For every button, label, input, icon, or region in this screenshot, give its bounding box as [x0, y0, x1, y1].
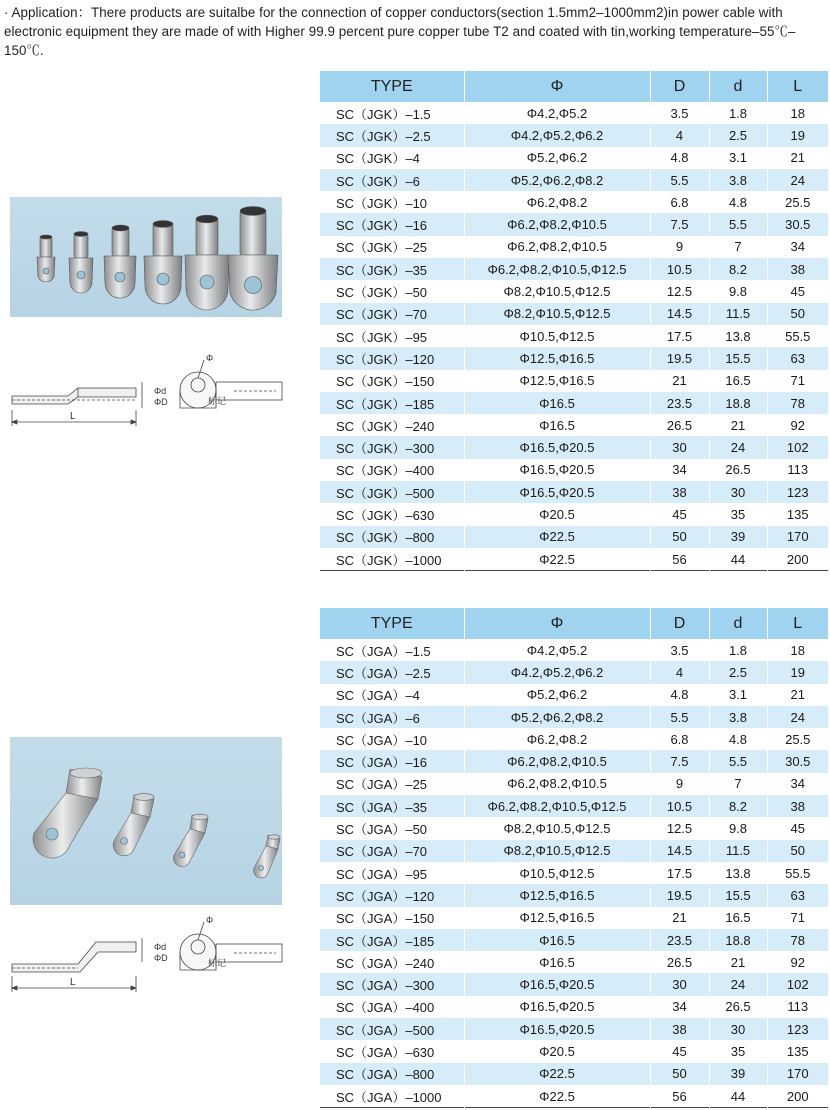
table-row [320, 280, 828, 302]
cell-type: SC（JGK）–185 [320, 392, 464, 414]
cell-length: 24 [767, 706, 828, 728]
cell-type: SC（JGK）–50 [320, 280, 464, 302]
cell-d-big: 9 [650, 236, 709, 258]
cell-d-small: 3.8 [709, 706, 767, 728]
cell-phi: Φ4.2,Φ5.2 [464, 639, 650, 661]
cell-phi: Φ16.5,Φ20.5 [464, 1018, 650, 1040]
table-row [320, 191, 828, 213]
cell-type: SC（JGK）–25 [320, 236, 464, 258]
jga-lug-small [173, 814, 208, 866]
cell-d-big: 7.5 [650, 750, 709, 772]
table-row [320, 817, 828, 839]
jgk-dimension-drawing [8, 352, 298, 434]
cell-length: 50 [767, 840, 828, 862]
table-row [320, 347, 828, 369]
cell-type: SC（JGA）–240 [320, 951, 464, 973]
lug-size-3 [104, 225, 136, 298]
application-note: · Application：There products are suitalbe for the connection of copper conductors(section 1.5mm2–1000mm2)in power cable with electronic equipment they are made of with Higher 99.9 percent pure copper tube T2 and coated with tin,working temperature–55℃–150℃. [4, 5, 796, 58]
cell-type: SC（JGA）–4 [320, 684, 464, 706]
cell-type: SC（JGK）–300 [320, 436, 464, 458]
cell-length: 34 [767, 773, 828, 795]
table-row [320, 303, 828, 325]
label-phi-d-small: Φd [154, 942, 167, 952]
cell-length: 34 [767, 236, 828, 258]
cell-d-big: 3.5 [650, 102, 709, 124]
cell-phi: Φ16.5,Φ20.5 [464, 436, 650, 458]
table-row [320, 929, 828, 951]
cell-phi: Φ6.2,Φ8.2,Φ10.5 [464, 213, 650, 235]
table-row [320, 773, 828, 795]
table-row [320, 973, 828, 995]
table-row [320, 169, 828, 191]
cell-length: 63 [767, 347, 828, 369]
cell-type: SC（JGK）–400 [320, 459, 464, 481]
cell-type: SC（JGK）–16 [320, 213, 464, 235]
label-phi: Φ [206, 915, 214, 925]
table-header-row [320, 608, 828, 639]
jga-lug-medium [113, 794, 154, 856]
table-row [320, 996, 828, 1018]
cell-phi: Φ12.5,Φ16.5 [464, 907, 650, 929]
cell-type: SC（JGA）–800 [320, 1063, 464, 1085]
cell-length: 18 [767, 102, 828, 124]
cell-length: 135 [767, 503, 828, 525]
cell-d-big: 3.5 [650, 639, 709, 661]
cell-type: SC（JGA）–1.5 [320, 639, 464, 661]
table-row [320, 459, 828, 481]
lug-size-2 [69, 232, 93, 293]
cell-d-small: 3.1 [709, 147, 767, 169]
cell-phi: Φ6.2,Φ8.2,Φ10.5,Φ12.5 [464, 258, 650, 280]
cell-length: 102 [767, 436, 828, 458]
table-row [320, 884, 828, 906]
cell-d-big: 56 [650, 548, 709, 571]
cell-d-small: 24 [709, 436, 767, 458]
cell-phi: Φ16.5,Φ20.5 [464, 481, 650, 503]
cell-d-small: 7 [709, 773, 767, 795]
cell-type: SC（JGA）–16 [320, 750, 464, 772]
table-row [320, 548, 828, 571]
cell-type: SC（JGA）–300 [320, 973, 464, 995]
lug-size-6 [228, 207, 278, 311]
cell-type: SC（JGA）–1000 [320, 1085, 464, 1108]
cell-length: 25.5 [767, 728, 828, 750]
label-phi-d-small: Φd [154, 386, 167, 396]
header-phi: Φ [464, 608, 650, 639]
cell-length: 21 [767, 684, 828, 706]
cell-type: SC（JGK）–150 [320, 370, 464, 392]
table-row [320, 684, 828, 706]
header-d-small: d [709, 71, 767, 102]
table-row [320, 414, 828, 436]
cell-d-small: 4.8 [709, 191, 767, 213]
cell-d-small: 26.5 [709, 996, 767, 1018]
cell-d-small: 16.5 [709, 907, 767, 929]
cell-phi: Φ8.2,Φ10.5,Φ12.5 [464, 280, 650, 302]
label-length: L [70, 977, 76, 988]
jga-drawing-svg [8, 912, 298, 994]
table-row [320, 862, 828, 884]
header-length: L [767, 608, 828, 639]
cell-d-small: 18.8 [709, 929, 767, 951]
cell-d-small: 16.5 [709, 370, 767, 392]
cell-d-small: 3.8 [709, 169, 767, 191]
cell-d-big: 6.8 [650, 728, 709, 750]
cell-phi: Φ10.5,Φ12.5 [464, 862, 650, 884]
table-row [320, 124, 828, 146]
cell-d-big: 14.5 [650, 840, 709, 862]
header-d-small: d [709, 608, 767, 639]
cell-phi: Φ6.2,Φ8.2,Φ10.5 [464, 236, 650, 258]
cell-phi: Φ20.5 [464, 503, 650, 525]
jga-spec-table [320, 608, 828, 1108]
cell-phi: Φ5.2,Φ6.2 [464, 684, 650, 706]
cell-phi: Φ4.2,Φ5.2 [464, 102, 650, 124]
cell-type: SC（JGA）–10 [320, 728, 464, 750]
cell-d-big: 38 [650, 1018, 709, 1040]
cell-d-big: 23.5 [650, 392, 709, 414]
cell-phi: Φ22.5 [464, 526, 650, 548]
cell-length: 38 [767, 258, 828, 280]
cell-phi: Φ16.5,Φ20.5 [464, 973, 650, 995]
cell-d-big: 45 [650, 1040, 709, 1062]
cell-length: 123 [767, 481, 828, 503]
cell-d-small: 4.8 [709, 728, 767, 750]
cell-length: 113 [767, 459, 828, 481]
cell-length: 55.5 [767, 325, 828, 347]
cell-length: 63 [767, 884, 828, 906]
cell-phi: Φ22.5 [464, 1063, 650, 1085]
cell-d-small: 15.5 [709, 347, 767, 369]
table-row [320, 1063, 828, 1085]
cell-phi: Φ5.2,Φ6.2 [464, 147, 650, 169]
jga-lug-photo [10, 737, 282, 905]
cell-type: SC（JGA）–185 [320, 929, 464, 951]
cell-phi: Φ6.2,Φ8.2,Φ10.5,Φ12.5 [464, 795, 650, 817]
table-row [320, 481, 828, 503]
cell-d-small: 35 [709, 1040, 767, 1062]
header-length: L [767, 71, 828, 102]
table-row [320, 750, 828, 772]
cell-d-small: 24 [709, 973, 767, 995]
cell-phi: Φ12.5,Φ16.5 [464, 884, 650, 906]
table-row [320, 102, 828, 124]
cell-d-big: 4 [650, 661, 709, 683]
cell-d-small: 21 [709, 951, 767, 973]
cell-d-small: 2.5 [709, 124, 767, 146]
jgk-lug-illustration [10, 197, 282, 317]
cell-phi: Φ6.2,Φ8.2 [464, 728, 650, 750]
cell-d-small: 2.5 [709, 661, 767, 683]
header-d-big: D [650, 608, 709, 639]
table-row [320, 706, 828, 728]
cell-d-big: 50 [650, 526, 709, 548]
cell-type: SC（JGA）–630 [320, 1040, 464, 1062]
cell-phi: Φ4.2,Φ5.2,Φ6.2 [464, 661, 650, 683]
cell-d-big: 56 [650, 1085, 709, 1108]
cell-d-small: 39 [709, 1063, 767, 1085]
cell-d-small: 11.5 [709, 303, 767, 325]
cell-type: SC（JGK）–500 [320, 481, 464, 503]
cell-length: 25.5 [767, 191, 828, 213]
cell-d-big: 38 [650, 481, 709, 503]
cell-d-big: 21 [650, 370, 709, 392]
cell-d-small: 39 [709, 526, 767, 548]
header-phi: Φ [464, 71, 650, 102]
cell-length: 78 [767, 392, 828, 414]
table-row [320, 795, 828, 817]
header-type: TYPE [320, 608, 464, 639]
label-phi-d-big: ΦD [154, 397, 168, 407]
label-phi: Φ [206, 353, 214, 363]
cell-d-small: 15.5 [709, 884, 767, 906]
cell-phi: Φ8.2,Φ10.5,Φ12.5 [464, 303, 650, 325]
cell-d-big: 50 [650, 1063, 709, 1085]
cell-d-small: 21 [709, 414, 767, 436]
cell-phi: Φ6.2,Φ8.2,Φ10.5 [464, 773, 650, 795]
cell-phi: Φ16.5,Φ20.5 [464, 459, 650, 481]
label-phi-d-big: ΦD [154, 953, 168, 963]
cell-d-big: 4.8 [650, 684, 709, 706]
cell-d-small: 44 [709, 1085, 767, 1108]
cell-d-big: 17.5 [650, 325, 709, 347]
cell-d-big: 4 [650, 124, 709, 146]
lug-size-5 [185, 215, 229, 310]
cell-type: SC（JGA）–120 [320, 884, 464, 906]
jga-lug-illustration [10, 737, 282, 905]
cell-d-small: 1.8 [709, 102, 767, 124]
cell-phi: Φ22.5 [464, 548, 650, 571]
cell-phi: Φ12.5,Φ16.5 [464, 347, 650, 369]
cell-d-small: 35 [709, 503, 767, 525]
cell-type: SC（JGK）–4 [320, 147, 464, 169]
table-row [320, 661, 828, 683]
table-header-row [320, 71, 828, 102]
jgk-spec-table [320, 71, 828, 571]
cell-d-big: 45 [650, 503, 709, 525]
label-mark: 标记 [208, 397, 227, 407]
cell-type: SC（JGK）–35 [320, 258, 464, 280]
cell-length: 200 [767, 548, 828, 571]
lug-size-4 [144, 221, 182, 304]
cell-length: 21 [767, 147, 828, 169]
jga-lug-large [33, 768, 102, 858]
table-row [320, 1085, 828, 1108]
cell-type: SC（JGA）–35 [320, 795, 464, 817]
cell-d-big: 9 [650, 773, 709, 795]
cell-phi: Φ20.5 [464, 1040, 650, 1062]
cell-phi: Φ5.2,Φ6.2,Φ8.2 [464, 706, 650, 728]
cell-length: 30.5 [767, 213, 828, 235]
lug-size-1 [37, 235, 55, 282]
table-row [320, 639, 828, 661]
cell-length: 123 [767, 1018, 828, 1040]
cell-d-small: 13.8 [709, 325, 767, 347]
cell-d-big: 21 [650, 907, 709, 929]
cell-length: 92 [767, 951, 828, 973]
cell-length: 24 [767, 169, 828, 191]
cell-d-big: 34 [650, 996, 709, 1018]
cell-phi: Φ22.5 [464, 1085, 650, 1108]
cell-length: 18 [767, 639, 828, 661]
table-row [320, 1040, 828, 1062]
label-mark: 标记 [208, 959, 227, 969]
cell-length: 102 [767, 973, 828, 995]
cell-d-big: 26.5 [650, 951, 709, 973]
cell-type: SC（JGK）–240 [320, 414, 464, 436]
cell-d-small: 5.5 [709, 750, 767, 772]
cell-d-big: 7.5 [650, 213, 709, 235]
cell-type: SC（JGK）–120 [320, 347, 464, 369]
cell-d-small: 30 [709, 481, 767, 503]
cell-length: 19 [767, 661, 828, 683]
table-row [320, 436, 828, 458]
cell-d-small: 26.5 [709, 459, 767, 481]
table-row [320, 392, 828, 414]
cell-d-small: 1.8 [709, 639, 767, 661]
cell-d-big: 6.8 [650, 191, 709, 213]
cell-d-big: 23.5 [650, 929, 709, 951]
cell-type: SC（JGK）–70 [320, 303, 464, 325]
cell-d-big: 12.5 [650, 280, 709, 302]
table-row [320, 1018, 828, 1040]
cell-type: SC（JGA）–25 [320, 773, 464, 795]
cell-type: SC（JGA）–2.5 [320, 661, 464, 683]
cell-d-big: 10.5 [650, 795, 709, 817]
header-d-big: D [650, 71, 709, 102]
table-row [320, 951, 828, 973]
cell-type: SC（JGA）–150 [320, 907, 464, 929]
cell-phi: Φ5.2,Φ6.2,Φ8.2 [464, 169, 650, 191]
cell-length: 45 [767, 817, 828, 839]
cell-phi: Φ4.2,Φ5.2,Φ6.2 [464, 124, 650, 146]
table-row [320, 213, 828, 235]
cell-length: 135 [767, 1040, 828, 1062]
cell-type: SC（JGK）–630 [320, 503, 464, 525]
cell-length: 170 [767, 526, 828, 548]
cell-type: SC（JGK）–2.5 [320, 124, 464, 146]
cell-d-small: 7 [709, 236, 767, 258]
cell-d-small: 13.8 [709, 862, 767, 884]
jgk-lug-photo [10, 197, 282, 317]
table-row [320, 526, 828, 548]
header-type: TYPE [320, 71, 464, 102]
cell-d-small: 18.8 [709, 392, 767, 414]
cell-phi: Φ8.2,Φ10.5,Φ12.5 [464, 817, 650, 839]
cell-phi: Φ16.5 [464, 392, 650, 414]
cell-type: SC（JGK）–800 [320, 526, 464, 548]
cell-phi: Φ8.2,Φ10.5,Φ12.5 [464, 840, 650, 862]
cell-type: SC（JGA）–50 [320, 817, 464, 839]
cell-type: SC（JGA）–400 [320, 996, 464, 1018]
cell-d-big: 34 [650, 459, 709, 481]
table-row [320, 503, 828, 525]
cell-d-big: 19.5 [650, 884, 709, 906]
cell-d-big: 14.5 [650, 303, 709, 325]
cell-type: SC（JGK）–6 [320, 169, 464, 191]
cell-length: 45 [767, 280, 828, 302]
cell-d-big: 12.5 [650, 817, 709, 839]
cell-phi: Φ16.5 [464, 929, 650, 951]
cell-d-small: 30 [709, 1018, 767, 1040]
table-row [320, 236, 828, 258]
cell-phi: Φ16.5 [464, 414, 650, 436]
table-row [320, 370, 828, 392]
jga-lug-smallest [254, 835, 280, 878]
table-row [320, 907, 828, 929]
cell-d-small: 11.5 [709, 840, 767, 862]
cell-d-small: 5.5 [709, 213, 767, 235]
cell-length: 113 [767, 996, 828, 1018]
cell-type: SC（JGK）–1000 [320, 548, 464, 571]
cell-length: 71 [767, 907, 828, 929]
cell-d-big: 5.5 [650, 706, 709, 728]
table-row [320, 147, 828, 169]
cell-d-small: 9.8 [709, 817, 767, 839]
cell-length: 200 [767, 1085, 828, 1108]
cell-length: 71 [767, 370, 828, 392]
cell-length: 30.5 [767, 750, 828, 772]
cell-type: SC（JGK）–1.5 [320, 102, 464, 124]
cell-phi: Φ6.2,Φ8.2 [464, 191, 650, 213]
cell-length: 170 [767, 1063, 828, 1085]
cell-length: 55.5 [767, 862, 828, 884]
label-length: L [70, 411, 76, 422]
cell-phi: Φ16.5,Φ20.5 [464, 996, 650, 1018]
cell-d-small: 8.2 [709, 795, 767, 817]
cell-d-small: 8.2 [709, 258, 767, 280]
cell-d-big: 10.5 [650, 258, 709, 280]
cell-length: 38 [767, 795, 828, 817]
cell-d-small: 9.8 [709, 280, 767, 302]
cell-phi: Φ12.5,Φ16.5 [464, 370, 650, 392]
cell-d-big: 4.8 [650, 147, 709, 169]
cell-d-small: 3.1 [709, 684, 767, 706]
cell-d-big: 30 [650, 973, 709, 995]
cell-phi: Φ6.2,Φ8.2,Φ10.5 [464, 750, 650, 772]
table-row [320, 258, 828, 280]
cell-type: SC（JGA）–70 [320, 840, 464, 862]
cell-type: SC（JGA）–95 [320, 862, 464, 884]
cell-phi: Φ10.5,Φ12.5 [464, 325, 650, 347]
cell-length: 50 [767, 303, 828, 325]
cell-d-big: 19.5 [650, 347, 709, 369]
jgk-drawing-svg [8, 352, 298, 434]
table-row [320, 840, 828, 862]
cell-d-small: 44 [709, 548, 767, 571]
cell-d-big: 17.5 [650, 862, 709, 884]
cell-phi: Φ16.5 [464, 951, 650, 973]
cell-length: 78 [767, 929, 828, 951]
cell-type: SC（JGK）–95 [320, 325, 464, 347]
cell-type: SC（JGK）–10 [320, 191, 464, 213]
table-row [320, 728, 828, 750]
cell-type: SC（JGA）–6 [320, 706, 464, 728]
cell-d-big: 26.5 [650, 414, 709, 436]
cell-length: 19 [767, 124, 828, 146]
jga-dimension-drawing [8, 912, 298, 994]
table-row [320, 325, 828, 347]
cell-d-big: 30 [650, 436, 709, 458]
cell-type: SC（JGA）–500 [320, 1018, 464, 1040]
cell-d-big: 5.5 [650, 169, 709, 191]
cell-length: 92 [767, 414, 828, 436]
